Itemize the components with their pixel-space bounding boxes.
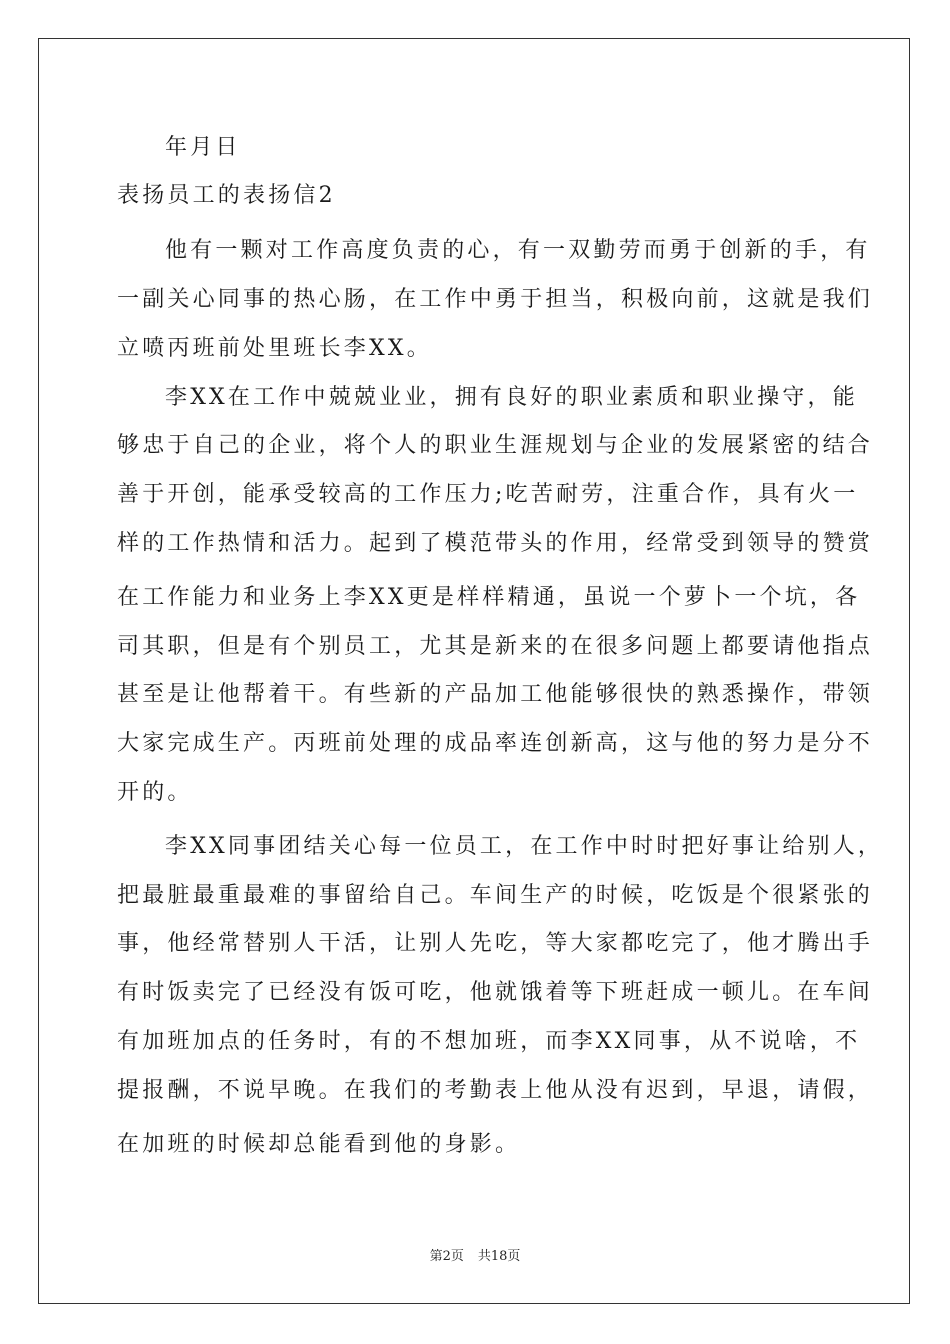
- body-line: 提报酬，不说早晚。在我们的考勤表上他从没有迟到，早退，请假，: [117, 1078, 874, 1103]
- body-line: 开的。: [117, 780, 193, 805]
- body-line: 有加班加点的任务时，有的不想加班，而李XX同事，从不说啥，不: [117, 1029, 861, 1054]
- page-border: [38, 38, 910, 1304]
- body-line: 样的工作热情和活力。起到了模范带头的作用，经常受到领导的赞赏: [117, 531, 874, 556]
- body-line: 他有一颗对工作高度负责的心，有一双勤劳而勇于创新的手，有: [165, 238, 871, 263]
- body-line: 李XX同事团结关心每一位员工，在工作中时时把好事让给别人，: [165, 834, 884, 859]
- letter-title: 表扬员工的表扬信2: [117, 183, 336, 208]
- body-line: 立喷丙班前处里班长李XX。: [117, 336, 432, 361]
- body-line: 事，他经常替别人干活，让别人先吃，等大家都吃完了，他才腾出手: [117, 931, 874, 956]
- page-footer: [0, 1248, 950, 1266]
- body-line: 李XX在工作中兢兢业业，拥有良好的职业素质和职业操守，能: [165, 385, 858, 410]
- body-line: 有时饭卖完了已经没有饭可吃，他就饿着等下班赶成一顿儿。在车间: [117, 980, 874, 1005]
- body-line: 善于开创，能承受较高的工作压力;吃苦耐劳，注重合作，具有火一: [117, 482, 859, 507]
- page-number: 第2页: [429, 1249, 464, 1264]
- body-line: 甚至是让他帮着干。有些新的产品加工他能够很快的熟悉操作，带领: [117, 682, 874, 707]
- body-line: 够忠于自己的企业，将个人的职业生涯规划与企业的发展紧密的结合: [117, 433, 874, 458]
- page-total: 共18页: [477, 1249, 521, 1264]
- date-line: 年月日: [165, 135, 241, 160]
- body-line: 在工作能力和业务上李XX更是样样精通，虽说一个萝卜一个坑，各: [117, 585, 861, 610]
- body-line: 把最脏最重最难的事留给自己。车间生产的时候，吃饭是个很紧张的: [117, 883, 874, 908]
- body-line: 一副关心同事的热心肠，在工作中勇于担当，积极向前，这就是我们: [117, 287, 874, 312]
- body-line: 司其职，但是有个别员工，尤其是新来的在很多问题上都要请他指点: [117, 634, 874, 659]
- body-line: 大家完成生产。丙班前处理的成品率连创新高，这与他的努力是分不: [117, 731, 874, 756]
- body-line: 在加班的时候却总能看到他的身影。: [117, 1132, 521, 1157]
